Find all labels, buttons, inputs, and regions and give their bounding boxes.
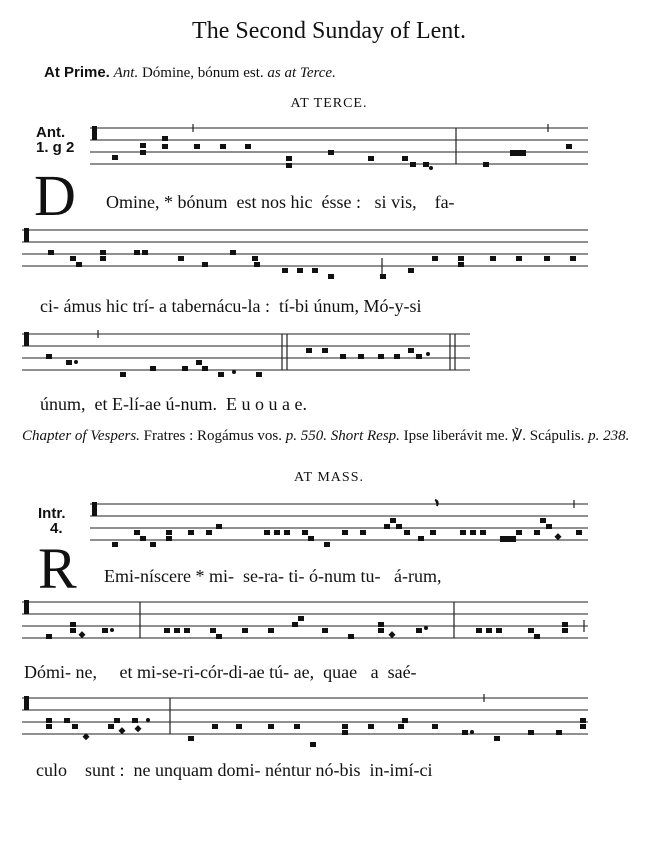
syllable: á- [393,566,408,586]
terce-lyrics-1 [106,192,455,213]
c-clef-icon [24,696,29,710]
syllable: vis, [391,192,417,212]
syllable: ésse [321,192,352,212]
syllable: ne, [75,662,97,682]
syllable: : [119,760,125,780]
terce-staff-1 [90,122,590,174]
mass-staff-1 [90,496,590,556]
c-clef-icon [24,600,29,614]
syllable: tabernácu- [171,296,248,316]
mass-lyrics-2 [24,662,417,683]
syllable: nó- [315,760,340,780]
syllable: unquam [155,760,214,780]
syllable: e. [294,394,308,414]
terce-staff-2 [22,222,590,282]
mass-lyrics-1 [104,566,441,587]
syllable: ó- [308,566,324,586]
c-clef-icon [92,502,97,516]
syllable: néntur [265,760,312,780]
syllable: num. [180,394,218,414]
syllable: bis [339,760,361,780]
syllable: mi- [208,566,234,586]
prime-text: Dómine, bónum est. [141,65,264,81]
syllable: sunt [85,760,116,780]
syllable: Omine, [106,192,160,212]
terce-ant-label: Ant. [36,124,66,141]
syllable: Dómi- [24,662,71,682]
syllable: imí- [389,760,420,780]
terce-staff-3 [22,326,472,386]
syllable: nos [261,192,287,212]
c-clef-icon [24,332,29,346]
syllable: ae [145,394,161,414]
terce-lyrics-2 [40,296,422,317]
syllable: níscere [140,566,191,586]
syllable: hic [105,296,128,316]
syllable: ci [419,760,433,780]
syllable: o [255,394,265,414]
syllable: se- [242,566,264,586]
versicle-page: p. 238. [588,428,630,444]
syllable: se- [162,662,183,682]
syllable: rum, [407,566,442,586]
syllable: Mó- [363,296,395,316]
mass-mode-number: 4. [50,520,63,537]
syllable: tú- [269,662,290,682]
short-resp-text-a: Ipse [403,428,429,444]
syllable: quae [323,662,358,682]
syllable: cór- [200,662,229,682]
syllable: ra- [263,566,284,586]
syllable: bi [294,296,309,316]
syllable: y- [394,296,410,316]
syllable: num [323,566,356,586]
syllable: lí- [129,394,146,414]
syllable: u [268,394,278,414]
terce-mode-label [36,125,74,155]
syllable: est [236,192,257,212]
syllable: et [119,662,133,682]
syllable: in- [369,760,390,780]
chapter-text: Fratres : Rogámus vos. [143,428,282,444]
page-title: The Second Sunday of Lent. [192,18,466,44]
mass-initial: R [38,536,77,601]
syllable: ti- [288,566,305,586]
chapter-label: Chapter of Vespers. [22,428,140,444]
terce-mode-number: 1. g 2 [36,139,75,156]
syllable: trí- [132,296,155,316]
c-clef-icon [24,228,29,242]
syllable: tí- [278,296,295,316]
syllable: E [226,394,238,414]
syllable: la [247,296,261,316]
syllable: a [282,394,291,414]
mass-intr-label: Intr. [38,505,66,522]
syllable: Emi- [104,566,140,586]
syllable: únum, [40,394,86,414]
syllable: si [409,296,422,316]
short-resp-label: Short Resp. [330,428,400,444]
syllable: saé- [387,662,417,682]
syllable: ne [133,760,151,780]
syllable: : [264,296,270,316]
c-clef-icon [92,126,97,140]
syllable: fa- [434,192,455,212]
syllable: hic [290,192,313,212]
syllable: ci- [40,296,59,316]
syllable: di- [228,662,249,682]
syllable: * [195,566,205,586]
mass-mode-label [38,506,66,536]
terce-lyrics-3 [40,394,307,415]
short-resp-text-b: liberávit me. [432,428,509,444]
terce-initial: D [34,163,76,228]
vespers-note [22,428,642,445]
syllable: E- [112,394,130,414]
syllable: bónum [177,192,228,212]
prime-ant: Ant. [113,65,139,81]
mass-heading: AT MASS. [294,470,364,485]
versicle-symbol: ℣. [511,428,526,444]
syllable: ú- [165,394,181,414]
syllable: domi- [217,760,261,780]
terce-heading: AT TERCE. [290,96,368,111]
syllable: u [241,394,251,414]
syllable: ri- [183,662,200,682]
prime-label: At Prime. [44,64,110,81]
mass-staff-3 [22,690,590,752]
syllable: si [374,192,387,212]
mass-staff-2 [22,594,590,654]
syllable: : [356,192,362,212]
syllable: tu- [360,566,381,586]
syllable: ae, [293,662,315,682]
syllable: mi- [137,662,162,682]
syllable: únum, [313,296,359,316]
chapter-page: p. 550. [285,428,327,444]
versicle-text: Scápulis. [529,428,585,444]
syllable: a [158,296,167,316]
syllable: et [94,394,108,414]
syllable: * [164,192,173,212]
syllable: ae [248,662,265,682]
mass-lyrics-3 [36,760,433,781]
syllable: a [370,662,379,682]
prime-ref: as at Terce. [267,65,336,81]
syllable: ámus [63,296,102,316]
syllable: culo [36,760,67,780]
prime-note [44,64,336,82]
